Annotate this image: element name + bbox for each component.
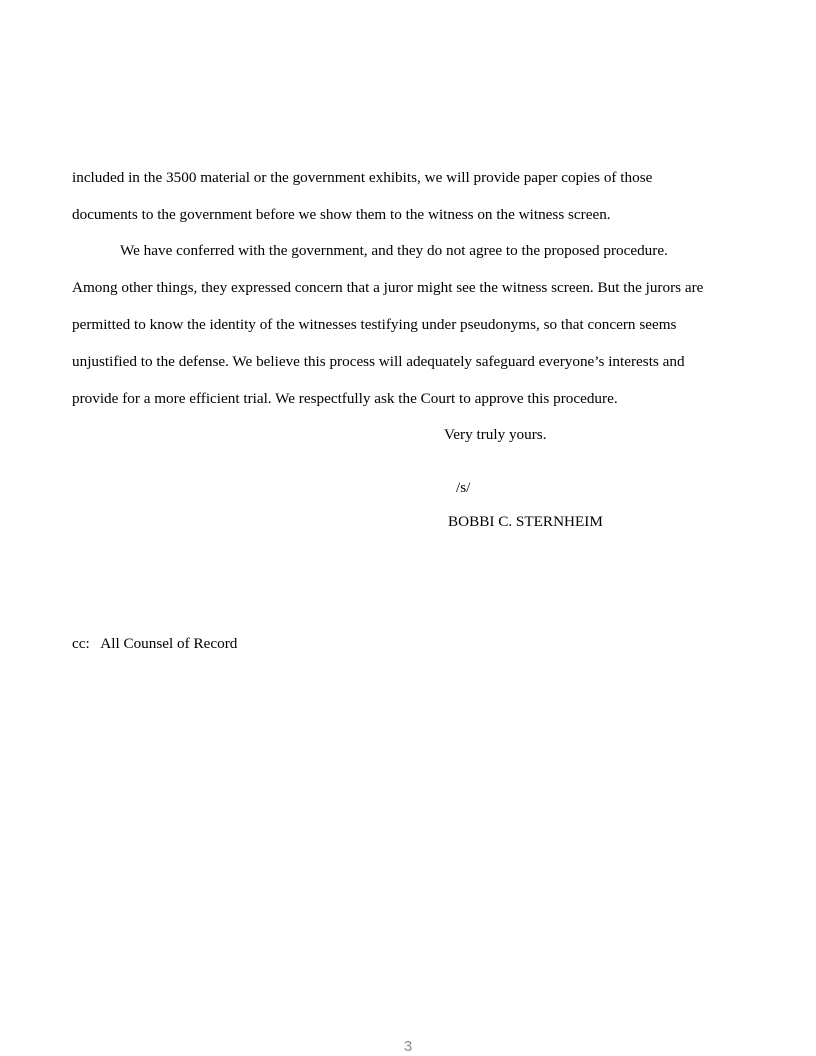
page-number: 3 (403, 1038, 413, 1055)
body-line-2: documents to the government before we show them to the witness on the witness screen. (72, 206, 611, 223)
body-line-5: permitted to know the identity of the witnesses testifying under pseudonyms, so that concern seems (72, 316, 677, 333)
body-line-6: unjustified to the defense. We believe this process will adequately safeguard everyone’s interests and (72, 353, 685, 370)
signer-name: BOBBI C. STERNHEIM (448, 513, 603, 530)
body-line-1: included in the 3500 material or the government exhibits, we will provide paper copies of those (72, 169, 653, 186)
body-line-3: We have conferred with the government, and they do not agree to the proposed procedure. (120, 242, 668, 259)
closing-text: Very truly yours. (444, 426, 547, 443)
body-line-7: provide for a more efficient trial. We respectfully ask the Court to approve this procedure. (72, 390, 618, 407)
body-line-4: Among other things, they expressed concern that a juror might see the witness screen. But the jurors are (72, 279, 704, 296)
signature-mark: /s/ (456, 479, 471, 496)
cc-line: cc: All Counsel of Record (72, 635, 238, 652)
